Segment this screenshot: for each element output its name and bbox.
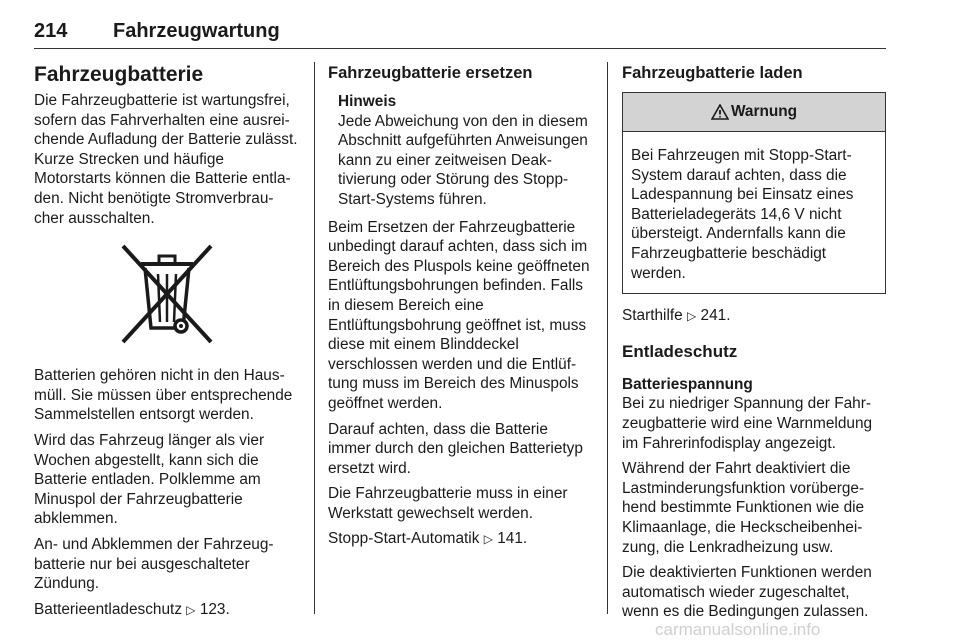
note-title: Hinweis — [338, 93, 397, 110]
reference-arrow-icon: ▷ — [186, 602, 196, 617]
warning-triangle-icon — [711, 104, 729, 120]
page-header — [34, 8, 886, 49]
paragraph-load-reduction: Während der Fahrt deaktiviert die Lastminderungsfunktion vorübergehend bestimmte Funktionen wie die Klimaanlage, die Heckscheibenheizung, die Lenkradheizung usw. — [622, 460, 865, 556]
paragraph-storage: Wird das Fahrzeug länger als vier Wochen abgestellt, kann sich die Batterie entladen. Polklemme am Minuspol der Fahrzeugbatterie abklemmen. — [34, 431, 265, 528]
paragraph-workshop: Die Fahrzeugbatterie muss in einer Werkstatt gewechselt werden. — [328, 485, 568, 522]
column-3 — [622, 62, 886, 628]
page-title: Fahrzeugwartung — [113, 20, 280, 42]
column-divider — [314, 62, 315, 614]
warning-header — [623, 93, 885, 132]
paragraph-battery-type: Darauf achten, dass die Batterie immer durch den gleichen Batterietyp ersetzt wird. — [328, 420, 583, 477]
column-2 — [328, 62, 592, 556]
reference-stop-start[interactable]: Stopp-Start-Automatik ▷ 141. — [328, 530, 528, 548]
warning-title: Warnung — [730, 103, 798, 121]
label-battery-voltage: Batteriespannung — [622, 375, 753, 393]
crossed-out-bin-icon — [119, 244, 215, 344]
warning-text: Bei Fahrzeugen mit Stopp-Start-System darauf achten, dass die Ladespannung bei Einsatz eines Batterieladegeräts 14,6 V nicht übersteigt. Andernfalls kann die Fahrzeugbatterie beschädigt werden. — [631, 147, 854, 282]
section-heading-replace: Fahrzeugbatterie ersetzen — [328, 64, 533, 82]
reference-arrow-icon: ▷ — [687, 309, 697, 324]
paragraph-maintenance: Die Fahrzeugbatterie ist wartungsfrei, sofern das Fahrverhalten eine ausreichende Aufladung der Batterie zulässt. Kurze Strecken und häufige Motorstarts können die Batterie entladen. Nicht benötigte Stromverbraucher ausschalten. — [34, 92, 298, 227]
paragraph-low-voltage: Bei zu niedriger Spannung der Fahrzeugbatterie wird eine Warnmeldung im Fahrerinfodisplay angezeigt. — [622, 395, 873, 452]
column-divider — [607, 62, 608, 614]
note-box — [328, 92, 592, 210]
reference-arrow-icon: ▷ — [483, 532, 493, 547]
paragraph-reactivation: Die deaktivierten Funktionen werden automatisch wieder zugeschaltet, wenn es die Bedingungen zulassen. — [622, 564, 872, 621]
section-heading-charge: Fahrzeugbatterie laden — [622, 64, 803, 82]
section-heading-battery: Fahrzeugbatterie — [34, 63, 204, 86]
column-1 — [34, 62, 298, 626]
warning-box — [622, 92, 886, 294]
paragraph-ignition: An- und Abklemmen der Fahrzeugbatterie nur bei ausgeschalteter Zündung. — [34, 535, 274, 593]
paragraph-disposal: Batterien gehören nicht in den Hausmüll. Sie müssen über entsprechende Sammelstellen entsorgt werden. — [34, 367, 293, 424]
section-heading-discharge-protection: Entladeschutz — [622, 341, 738, 361]
watermark: carmanualsonline.info — [655, 620, 821, 639]
reference-discharge-protection[interactable]: Batterieentladeschutz ▷ 123. — [34, 600, 230, 618]
reference-jump-start[interactable]: Starthilfe ▷ 241. — [622, 307, 731, 325]
paragraph-vent-holes: Beim Ersetzen der Fahrzeugbatterie unbedingt darauf achten, dass sich im Bereich des Pluspols keine geöffneten Entlüftungsbohrungen befinden. Falls in diesem Bereich eine Entlüftungsbohrung geöffnet ist, muss diese mit einem Blinddeckel verschlossen werden und die Entlüftung muss im Bereich des Minuspols geöffnet werden. — [328, 218, 590, 412]
note-text: Jede Abweichung von den in diesem Abschnitt aufgeführten Anweisungen kann zu einer zeitweisen Deaktivierung oder Störung des Stopp-Start-Systems führen. — [338, 112, 588, 208]
page-number: 214 — [34, 20, 68, 42]
